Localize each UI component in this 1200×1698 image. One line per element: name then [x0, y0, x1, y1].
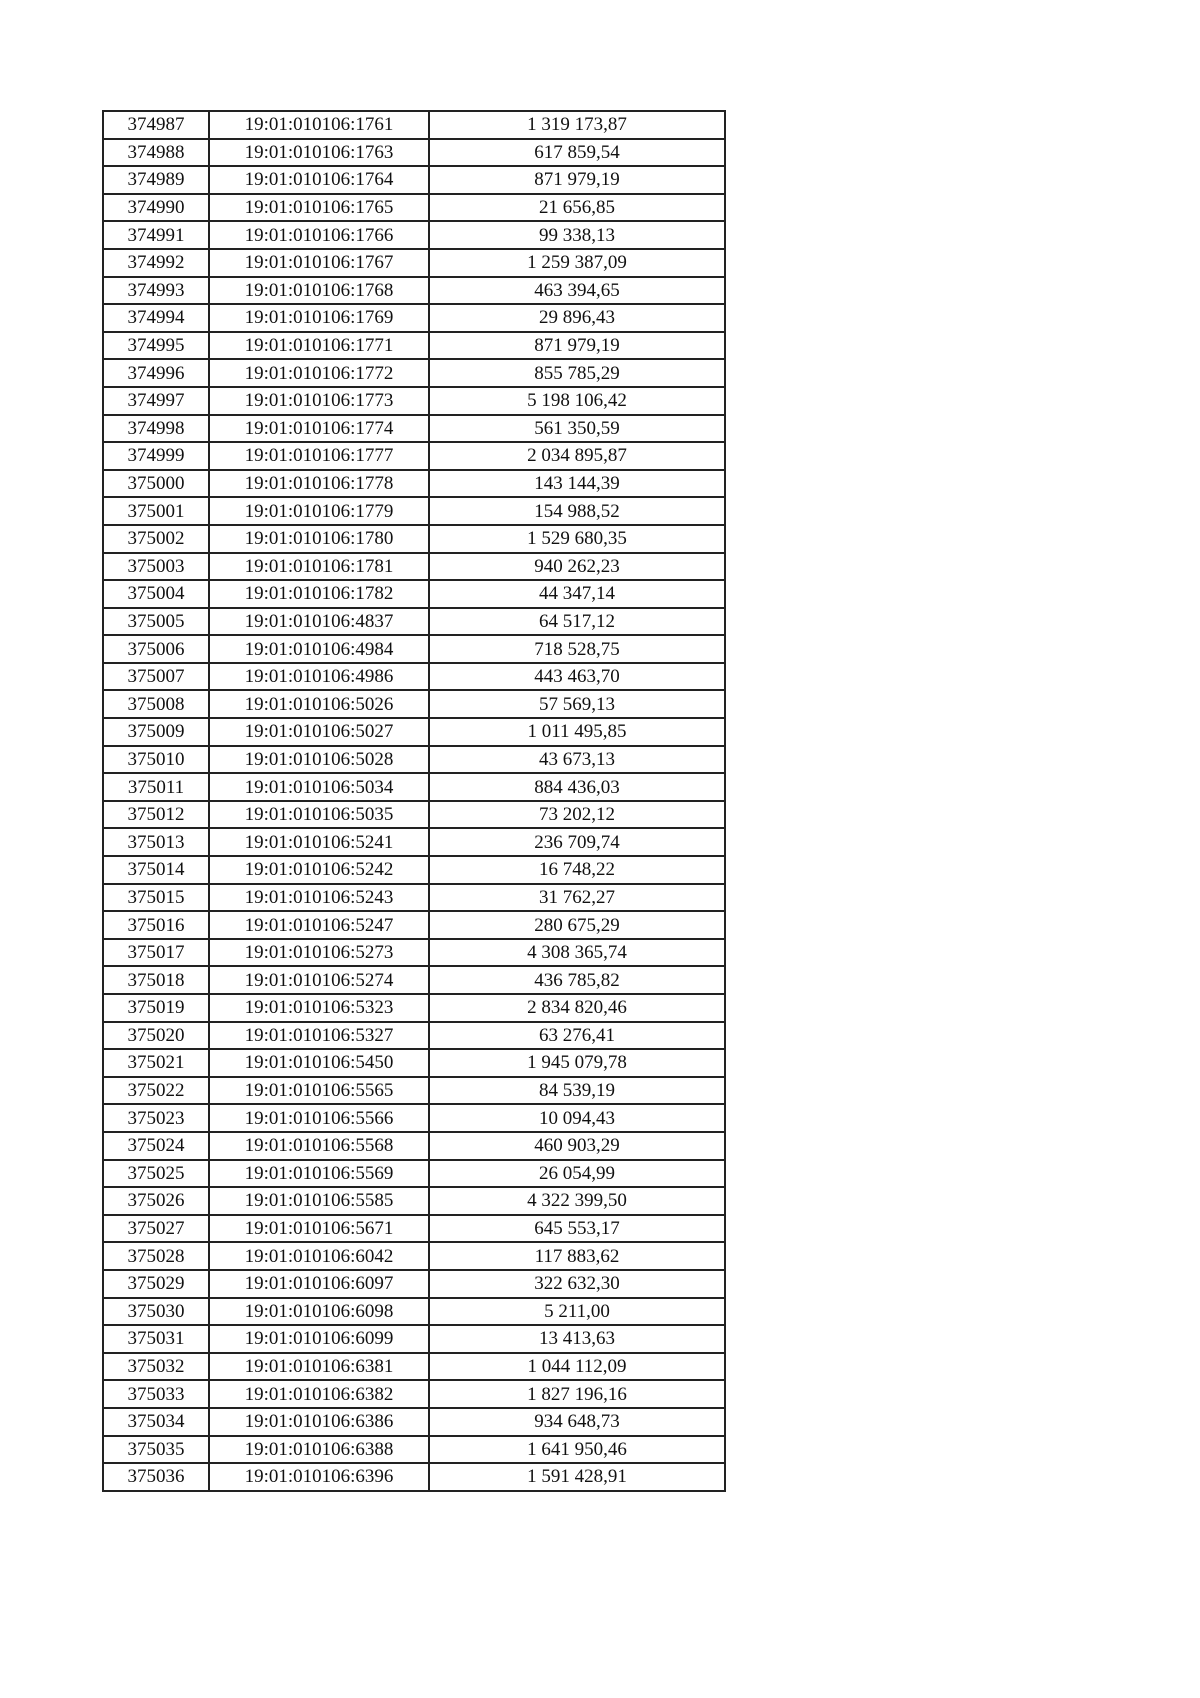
table-row	[103, 663, 725, 691]
table-row	[103, 1298, 725, 1326]
cadastral-number-cell: 19:01:010106:1778	[209, 470, 429, 498]
cadastral-value-cell: 940 262,23	[429, 553, 725, 581]
cadastral-value-cell: 561 350,59	[429, 415, 725, 443]
row-number-cell: 375033	[103, 1380, 209, 1408]
row-number-cell: 375008	[103, 690, 209, 718]
row-number-cell: 374987	[103, 111, 209, 139]
cadastral-number-cell: 19:01:010106:1761	[209, 111, 429, 139]
row-number-cell: 375023	[103, 1104, 209, 1132]
cadastral-number-cell: 19:01:010106:5035	[209, 801, 429, 829]
table-row	[103, 111, 725, 139]
cadastral-value-cell: 1 011 495,85	[429, 718, 725, 746]
cadastral-number-cell: 19:01:010106:1782	[209, 580, 429, 608]
table-row	[103, 387, 725, 415]
row-number-cell: 375029	[103, 1270, 209, 1298]
cadastral-number-cell: 19:01:010106:4986	[209, 663, 429, 691]
table-row	[103, 1215, 725, 1243]
cadastral-number-cell: 19:01:010106:5026	[209, 690, 429, 718]
cadastral-number-cell: 19:01:010106:5585	[209, 1187, 429, 1215]
cadastral-number-cell: 19:01:010106:5273	[209, 939, 429, 967]
table-row	[103, 911, 725, 939]
row-number-cell: 375005	[103, 608, 209, 636]
row-number-cell: 375007	[103, 663, 209, 691]
cadastral-number-cell: 19:01:010106:1768	[209, 277, 429, 305]
cadastral-number-cell: 19:01:010106:1763	[209, 139, 429, 167]
row-number-cell: 375019	[103, 994, 209, 1022]
table-row	[103, 1022, 725, 1050]
table-row	[103, 249, 725, 277]
table-row	[103, 690, 725, 718]
cadastral-number-cell: 19:01:010106:1773	[209, 387, 429, 415]
row-number-cell: 375018	[103, 966, 209, 994]
row-number-cell: 375006	[103, 635, 209, 663]
cadastral-value-cell: 44 347,14	[429, 580, 725, 608]
cadastral-number-cell: 19:01:010106:5323	[209, 994, 429, 1022]
row-number-cell: 374990	[103, 194, 209, 222]
table-row	[103, 718, 725, 746]
row-number-cell: 374997	[103, 387, 209, 415]
table-body	[103, 111, 725, 1491]
cadastral-value-cell: 645 553,17	[429, 1215, 725, 1243]
table-row	[103, 1132, 725, 1160]
cadastral-value-cell: 5 198 106,42	[429, 387, 725, 415]
cadastral-value-cell: 236 709,74	[429, 828, 725, 856]
table-row	[103, 1242, 725, 1270]
cadastral-value-cell: 1 529 680,35	[429, 525, 725, 553]
table-row	[103, 1325, 725, 1353]
cadastral-number-cell: 19:01:010106:1771	[209, 332, 429, 360]
table-row	[103, 221, 725, 249]
cadastral-number-cell: 19:01:010106:5028	[209, 746, 429, 774]
row-number-cell: 374992	[103, 249, 209, 277]
table-row	[103, 884, 725, 912]
row-number-cell: 375020	[103, 1022, 209, 1050]
cadastral-value-cell: 1 945 079,78	[429, 1049, 725, 1077]
cadastral-value-cell: 10 094,43	[429, 1104, 725, 1132]
cadastral-value-cell: 4 322 399,50	[429, 1187, 725, 1215]
table-row	[103, 442, 725, 470]
row-number-cell: 375021	[103, 1049, 209, 1077]
cadastral-number-cell: 19:01:010106:5565	[209, 1077, 429, 1105]
row-number-cell: 375014	[103, 856, 209, 884]
row-number-cell: 374996	[103, 359, 209, 387]
table-row	[103, 139, 725, 167]
cadastral-number-cell: 19:01:010106:6042	[209, 1242, 429, 1270]
cadastral-value-cell: 1 827 196,16	[429, 1380, 725, 1408]
cadastral-number-cell: 19:01:010106:5241	[209, 828, 429, 856]
cadastral-value-cell: 322 632,30	[429, 1270, 725, 1298]
table-row	[103, 277, 725, 305]
cadastral-number-cell: 19:01:010106:5247	[209, 911, 429, 939]
cadastral-value-cell: 84 539,19	[429, 1077, 725, 1105]
row-number-cell: 375022	[103, 1077, 209, 1105]
row-number-cell: 374999	[103, 442, 209, 470]
cadastral-value-cell: 117 883,62	[429, 1242, 725, 1270]
cadastral-number-cell: 19:01:010106:5242	[209, 856, 429, 884]
row-number-cell: 375009	[103, 718, 209, 746]
cadastral-number-cell: 19:01:010106:6097	[209, 1270, 429, 1298]
table-row	[103, 194, 725, 222]
row-number-cell: 375024	[103, 1132, 209, 1160]
cadastral-value-cell: 718 528,75	[429, 635, 725, 663]
table-row	[103, 1187, 725, 1215]
row-number-cell: 375004	[103, 580, 209, 608]
cadastral-value-cell: 934 648,73	[429, 1408, 725, 1436]
cadastral-number-cell: 19:01:010106:6396	[209, 1463, 429, 1491]
cadastral-number-cell: 19:01:010106:1769	[209, 304, 429, 332]
cadastral-number-cell: 19:01:010106:6099	[209, 1325, 429, 1353]
cadastral-value-cell: 443 463,70	[429, 663, 725, 691]
cadastral-value-cell: 13 413,63	[429, 1325, 725, 1353]
cadastral-value-cell: 63 276,41	[429, 1022, 725, 1050]
cadastral-value-cell: 154 988,52	[429, 497, 725, 525]
table-row	[103, 608, 725, 636]
row-number-cell: 374989	[103, 166, 209, 194]
cadastral-number-cell: 19:01:010106:6388	[209, 1436, 429, 1464]
cadastral-number-cell: 19:01:010106:6382	[209, 1380, 429, 1408]
row-number-cell: 374998	[103, 415, 209, 443]
table-row	[103, 332, 725, 360]
table-row	[103, 773, 725, 801]
cadastral-number-cell: 19:01:010106:5274	[209, 966, 429, 994]
table-row	[103, 166, 725, 194]
cadastral-number-cell: 19:01:010106:5569	[209, 1160, 429, 1188]
cadastral-value-cell: 1 641 950,46	[429, 1436, 725, 1464]
row-number-cell: 374995	[103, 332, 209, 360]
cadastral-number-cell: 19:01:010106:1766	[209, 221, 429, 249]
cadastral-value-cell: 617 859,54	[429, 139, 725, 167]
table-row	[103, 939, 725, 967]
row-number-cell: 375013	[103, 828, 209, 856]
row-number-cell: 375012	[103, 801, 209, 829]
cadastral-value-cell: 57 569,13	[429, 690, 725, 718]
table-row	[103, 470, 725, 498]
cadastral-value-cell: 16 748,22	[429, 856, 725, 884]
cadastral-value-cell: 871 979,19	[429, 166, 725, 194]
table-row	[103, 746, 725, 774]
table-row	[103, 1408, 725, 1436]
row-number-cell: 375011	[103, 773, 209, 801]
cadastral-number-cell: 19:01:010106:1774	[209, 415, 429, 443]
cadastral-value-cell: 2 834 820,46	[429, 994, 725, 1022]
cadastral-number-cell: 19:01:010106:4837	[209, 608, 429, 636]
cadastral-value-cell: 73 202,12	[429, 801, 725, 829]
cadastral-value-cell: 871 979,19	[429, 332, 725, 360]
table-row	[103, 415, 725, 443]
cadastral-value-cell: 64 517,12	[429, 608, 725, 636]
table-row	[103, 635, 725, 663]
cadastral-number-cell: 19:01:010106:5027	[209, 718, 429, 746]
cadastral-value-cell: 884 436,03	[429, 773, 725, 801]
cadastral-value-cell: 21 656,85	[429, 194, 725, 222]
row-number-cell: 375015	[103, 884, 209, 912]
cadastral-number-cell: 19:01:010106:1777	[209, 442, 429, 470]
table-row	[103, 828, 725, 856]
cadastral-value-cell: 5 211,00	[429, 1298, 725, 1326]
row-number-cell: 375017	[103, 939, 209, 967]
table-row	[103, 856, 725, 884]
table-row	[103, 966, 725, 994]
row-number-cell: 375016	[103, 911, 209, 939]
cadastral-number-cell: 19:01:010106:1779	[209, 497, 429, 525]
row-number-cell: 375027	[103, 1215, 209, 1243]
table-row	[103, 1077, 725, 1105]
row-number-cell: 374993	[103, 277, 209, 305]
cadastral-value-cell: 460 903,29	[429, 1132, 725, 1160]
cadastral-number-cell: 19:01:010106:6386	[209, 1408, 429, 1436]
table-row	[103, 580, 725, 608]
row-number-cell: 374994	[103, 304, 209, 332]
table-row	[103, 1380, 725, 1408]
cadastral-number-cell: 19:01:010106:1765	[209, 194, 429, 222]
cadastral-value-cell: 2 034 895,87	[429, 442, 725, 470]
cadastral-value-cell: 280 675,29	[429, 911, 725, 939]
cadastral-number-cell: 19:01:010106:5566	[209, 1104, 429, 1132]
row-number-cell: 374991	[103, 221, 209, 249]
cadastral-value-cell: 4 308 365,74	[429, 939, 725, 967]
row-number-cell: 375028	[103, 1242, 209, 1270]
cadastral-number-cell: 19:01:010106:5034	[209, 773, 429, 801]
table-row	[103, 1270, 725, 1298]
cadastral-value-cell: 1 259 387,09	[429, 249, 725, 277]
table-row	[103, 359, 725, 387]
cadastral-number-cell: 19:01:010106:5568	[209, 1132, 429, 1160]
cadastral-number-cell: 19:01:010106:5243	[209, 884, 429, 912]
cadastral-number-cell: 19:01:010106:4984	[209, 635, 429, 663]
row-number-cell: 375036	[103, 1463, 209, 1491]
cadastral-number-cell: 19:01:010106:1764	[209, 166, 429, 194]
cadastral-number-cell: 19:01:010106:6381	[209, 1353, 429, 1381]
cadastral-value-cell: 26 054,99	[429, 1160, 725, 1188]
cadastral-value-cell: 855 785,29	[429, 359, 725, 387]
table-row	[103, 1353, 725, 1381]
cadastral-value-cell: 463 394,65	[429, 277, 725, 305]
row-number-cell: 375031	[103, 1325, 209, 1353]
table-row	[103, 1463, 725, 1491]
table-row	[103, 553, 725, 581]
cadastral-value-cell: 1 044 112,09	[429, 1353, 725, 1381]
table-row	[103, 1436, 725, 1464]
table-row	[103, 525, 725, 553]
table-row	[103, 1049, 725, 1077]
cadastral-value-cell: 99 338,13	[429, 221, 725, 249]
row-number-cell: 375010	[103, 746, 209, 774]
table-row	[103, 1104, 725, 1132]
cadastral-value-cell: 1 319 173,87	[429, 111, 725, 139]
row-number-cell: 375034	[103, 1408, 209, 1436]
cadastral-value-table	[102, 110, 726, 1492]
cadastral-number-cell: 19:01:010106:5450	[209, 1049, 429, 1077]
table-row	[103, 304, 725, 332]
row-number-cell: 375035	[103, 1436, 209, 1464]
cadastral-number-cell: 19:01:010106:5671	[209, 1215, 429, 1243]
cadastral-number-cell: 19:01:010106:1772	[209, 359, 429, 387]
table-row	[103, 497, 725, 525]
cadastral-number-cell: 19:01:010106:1781	[209, 553, 429, 581]
cadastral-number-cell: 19:01:010106:1767	[209, 249, 429, 277]
table-row	[103, 994, 725, 1022]
row-number-cell: 375003	[103, 553, 209, 581]
table-row	[103, 801, 725, 829]
row-number-cell: 375030	[103, 1298, 209, 1326]
row-number-cell: 375002	[103, 525, 209, 553]
cadastral-value-cell: 436 785,82	[429, 966, 725, 994]
cadastral-value-cell: 43 673,13	[429, 746, 725, 774]
row-number-cell: 375001	[103, 497, 209, 525]
cadastral-number-cell: 19:01:010106:1780	[209, 525, 429, 553]
cadastral-number-cell: 19:01:010106:6098	[209, 1298, 429, 1326]
row-number-cell: 375032	[103, 1353, 209, 1381]
row-number-cell: 375025	[103, 1160, 209, 1188]
row-number-cell: 374988	[103, 139, 209, 167]
cadastral-value-cell: 1 591 428,91	[429, 1463, 725, 1491]
table-row	[103, 1160, 725, 1188]
cadastral-number-cell: 19:01:010106:5327	[209, 1022, 429, 1050]
row-number-cell: 375000	[103, 470, 209, 498]
row-number-cell: 375026	[103, 1187, 209, 1215]
cadastral-value-cell: 29 896,43	[429, 304, 725, 332]
cadastral-value-cell: 31 762,27	[429, 884, 725, 912]
cadastral-value-cell: 143 144,39	[429, 470, 725, 498]
